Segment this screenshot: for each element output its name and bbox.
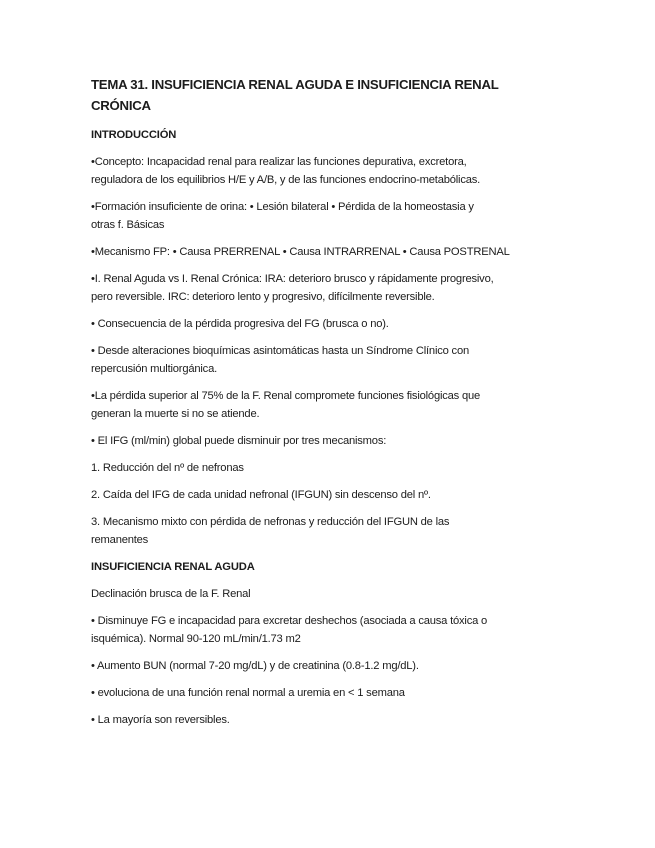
paragraph-line: • Desde alteraciones bioquímicas asintomáticas hasta un Síndrome Clínico con (91, 345, 469, 357)
paragraph-line: • Disminuye FG e incapacidad para excretar deshechos (asociada a causa tóxica o (91, 615, 488, 627)
paragraph-line: Declinación brusca de la F. Renal (91, 588, 251, 600)
paragraph-aumento-bun (91, 657, 571, 675)
paragraph-line: • Aumento BUN (normal 7-20 mg/dL) y de creatinina (0.8-1.2 mg/dL). (91, 660, 419, 672)
paragraph-line: 3. Mecanismo mixto con pérdida de nefronas y reducción del IFGUN de las (91, 516, 450, 528)
paragraph-line: •Mecanismo FP: • Causa PRERRENAL • Causa INTRARRENAL • Causa POSTRENAL (91, 246, 510, 258)
paragraph-declinacion (91, 585, 571, 603)
paragraph-line: isquémica). Normal 90-120 mL/min/1.73 m2 (91, 633, 301, 645)
paragraph-line: pero reversible. IRC: deterioro lento y progresivo, difícilmente reversible. (91, 291, 435, 303)
page-title (91, 74, 571, 116)
paragraph-line: otras f. Básicas (91, 219, 165, 231)
paragraph-perdida (91, 387, 571, 423)
paragraph-concepto (91, 153, 571, 189)
paragraph-line: •La pérdida superior al 75% de la F. Renal compromete funciones fisiológicas que (91, 390, 481, 402)
paragraph-line: • Consecuencia de la pérdida progresiva del FG (brusca o no). (91, 318, 389, 330)
paragraph-line: remanentes (91, 534, 149, 546)
section-heading-introduccion: INTRODUCCIÓN (91, 129, 177, 141)
paragraph-alteraciones (91, 342, 571, 378)
paragraph-line: 1. Reducción del nº de nefronas (91, 462, 244, 474)
paragraph-line: •I. Renal Aguda vs I. Renal Crónica: IRA: deterioro brusco y rápidamente progresivo, (91, 273, 494, 285)
list-item-3 (91, 513, 571, 549)
title-line: TEMA 31. INSUFICIENCIA RENAL AGUDA E INSUFICIENCIA RENAL (91, 77, 499, 92)
paragraph-evoluciona (91, 684, 571, 702)
paragraph-line: reguladora de los equilibrios H/E y A/B, y de las funciones endocrino-metabólicas. (91, 174, 481, 186)
paragraph-consecuencia (91, 315, 571, 333)
paragraph-reversibles (91, 711, 571, 729)
paragraph-line: • La mayoría son reversibles. (91, 714, 230, 726)
list-item-2 (91, 486, 571, 504)
title-line: CRÓNICA (91, 98, 151, 113)
paragraph-line: •Concepto: Incapacidad renal para realizar las funciones depurativa, excretora, (91, 156, 467, 168)
document-page (91, 74, 571, 738)
list-item-1 (91, 459, 571, 477)
paragraph-mecanismo (91, 243, 571, 261)
section-heading-ira: INSUFICIENCIA RENAL AGUDA (91, 561, 255, 573)
paragraph-line: generan la muerte si no se atiende. (91, 408, 260, 420)
paragraph-disminuye-fg (91, 612, 571, 648)
paragraph-line: 2. Caída del IFG de cada unidad nefronal (IFGUN) sin descenso del nº. (91, 489, 431, 501)
paragraph-ira-vs-irc (91, 270, 571, 306)
paragraph-line: repercusión multiorgánica. (91, 363, 218, 375)
paragraph-line: • El IFG (ml/min) global puede disminuir por tres mecanismos: (91, 435, 387, 447)
paragraph-ifg (91, 432, 571, 450)
paragraph-line: • evoluciona de una función renal normal a uremia en < 1 semana (91, 687, 405, 699)
paragraph-line: •Formación insuficiente de orina: • Lesión bilateral • Pérdida de la homeostasia y (91, 201, 474, 213)
paragraph-formacion (91, 198, 571, 234)
